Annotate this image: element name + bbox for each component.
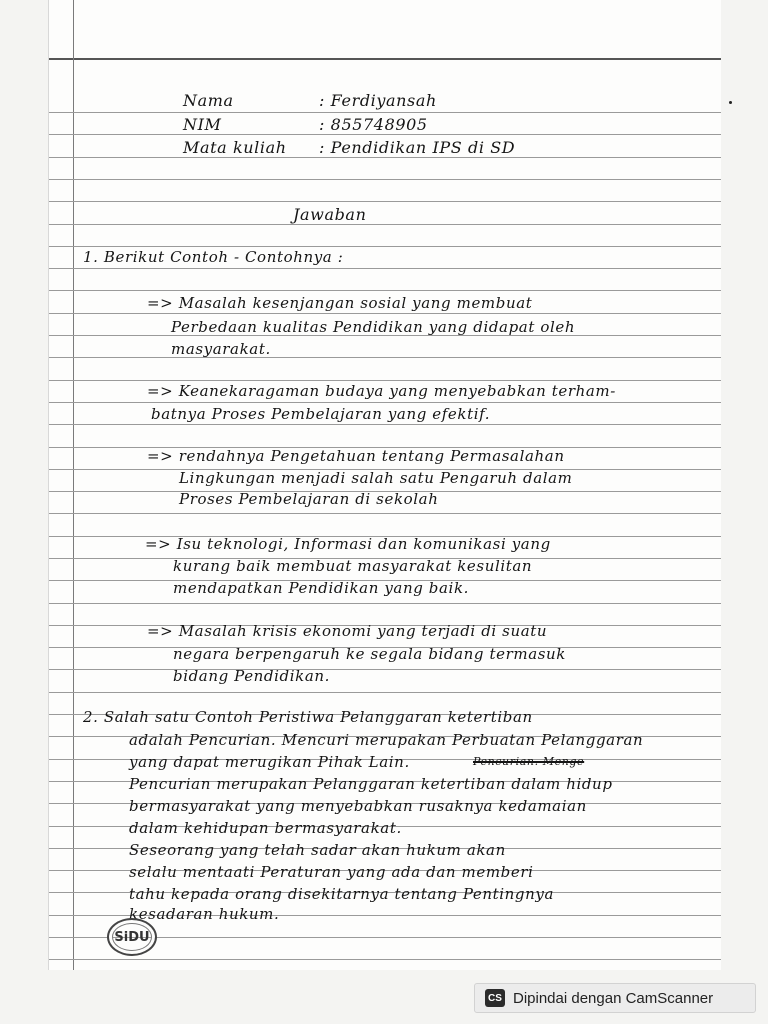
q2-line-7: Seseorang yang telah sadar akan hukum akan: [129, 841, 506, 859]
nim-value: : 855748905: [319, 115, 428, 134]
ruled-line: [49, 380, 721, 381]
q1-item-4-line-1: => Isu teknologi, Informasi dan komunikasi yang: [145, 535, 551, 553]
notebook-page: [48, 0, 721, 970]
q1-item-3-line-3: Proses Pembelajaran di sekolah: [179, 490, 439, 508]
ruled-line: [49, 112, 721, 113]
ruled-line: [49, 402, 721, 403]
ruled-line: [49, 313, 721, 314]
q1-item-5-line-3: bidang Pendidikan.: [173, 667, 330, 685]
q1-item-1-line-1: => Masalah kesenjangan sosial yang membuat: [147, 294, 533, 312]
q1-item-3-line-2: Lingkungan menjadi salah satu Pengaruh dalam: [179, 469, 573, 487]
ruled-line: [49, 179, 721, 180]
q2-line-2: adalah Pencurian. Mencuri merupakan Perbuatan Pelanggaran: [129, 731, 644, 749]
ruled-line: [49, 157, 721, 158]
q2-line-4: Pencurian merupakan Pelanggaran ketertiban dalam hidup: [129, 775, 613, 793]
ruled-line: [49, 224, 721, 225]
q2-line-3: yang dapat merugikan Pihak Lain.: [129, 753, 410, 771]
q1-item-2-line-2: batnya Proses Pembelajaran yang efektif.: [151, 405, 491, 423]
q2-line-5: bermasyarakat yang menyebabkan rusaknya kedamaian: [129, 797, 587, 815]
ruled-line: [49, 246, 721, 247]
ruled-line: [49, 424, 721, 425]
ruled-line: [49, 692, 721, 693]
nama-value: : Ferdiyansah: [319, 91, 437, 110]
ruled-line: [49, 357, 721, 358]
nim-label: NIM: [183, 115, 222, 134]
q1-item-1-line-3: masyarakat.: [171, 340, 271, 358]
q1-item-5-line-2: negara berpengaruh ke segala bidang termasuk: [173, 645, 566, 663]
ruled-line: [49, 669, 721, 670]
ruled-line: [49, 959, 721, 960]
ruled-line: [49, 268, 721, 269]
q2-line-10: kesadaran hukum.: [129, 905, 280, 923]
q1-item-1-line-2: Perbedaan kualitas Pendidikan yang didapat oleh: [171, 318, 576, 336]
page-title: Jawaban: [293, 205, 367, 224]
q1-item-4-line-2: kurang baik membuat masyarakat kesulitan: [173, 557, 533, 575]
camscanner-icon: CS: [485, 989, 505, 1007]
ruled-line: [49, 513, 721, 514]
q2-line-8: selalu mentaati Peraturan yang ada dan memberi: [129, 863, 534, 881]
q2-struck-text: Pencurian. Menge: [473, 755, 585, 768]
camscanner-watermark: [474, 983, 756, 1013]
q1-item-3-line-1: => rendahnya Pengetahuan tentang Permasalahan: [147, 447, 565, 465]
matkul-label: Mata kuliah: [183, 138, 287, 157]
ruled-line: [49, 134, 721, 135]
q2-line-9: tahu kepada orang disekitarnya tentang Pentingnya: [129, 885, 554, 903]
ruled-line: [49, 201, 721, 202]
q1-item-2-line-1: => Keanekaragaman budaya yang menyebabkan terham-: [147, 382, 616, 400]
q1-item-5-line-1: => Masalah krisis ekonomi yang terjadi di suatu: [147, 622, 548, 640]
ruled-line: [49, 290, 721, 291]
q1-intro: 1. Berikut Contoh - Contohnya :: [83, 248, 344, 266]
q2-line-1: 2. Salah satu Contoh Peristiwa Pelanggaran ketertiban: [83, 708, 533, 726]
q2-line-6: dalam kehidupan bermasyarakat.: [129, 819, 402, 837]
camscanner-label: Dipindai dengan CamScanner: [513, 989, 714, 1007]
margin-line: [73, 0, 74, 970]
q1-item-4-line-3: mendapatkan Pendidikan yang baik.: [173, 579, 470, 597]
nama-label: Nama: [183, 91, 234, 110]
sidu-logo: SiDU: [107, 918, 157, 956]
ruled-line: [49, 603, 721, 604]
matkul-value: : Pendidikan IPS di SD: [319, 138, 516, 157]
